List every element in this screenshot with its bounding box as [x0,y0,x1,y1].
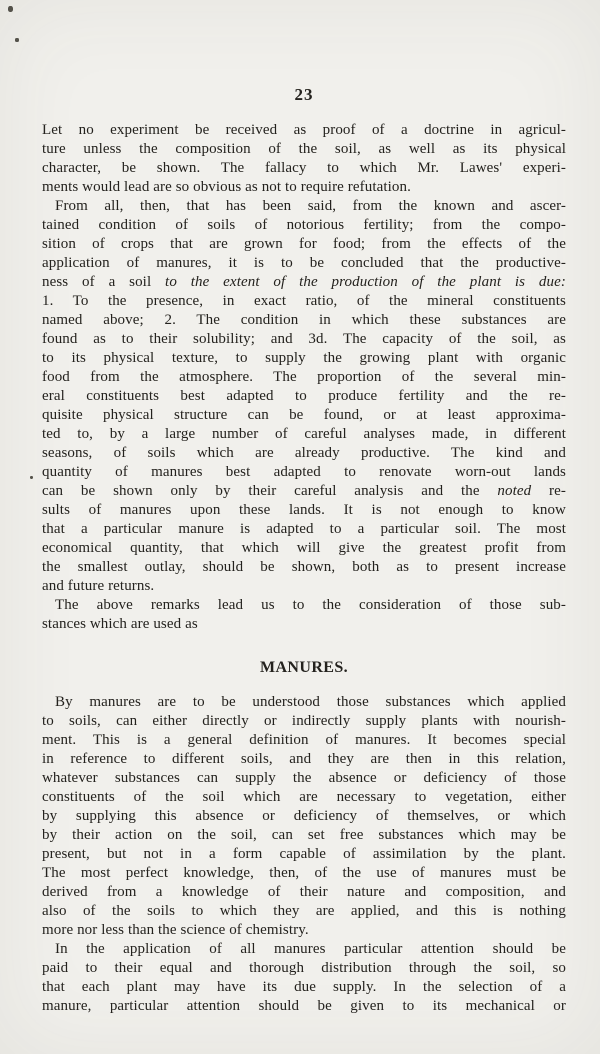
text-line [42,731,566,750]
body-text: In the application of all manures particular attention should be [55,941,566,957]
text-line [42,596,566,615]
body-text: that each plant may have its due supply. In the selection of a [42,979,566,995]
text-line [42,693,566,712]
body-text: Let no experiment be received as proof of a doctrine in agricul- [42,122,566,138]
scan-speck [30,476,33,479]
body-text: to soils, can either directly or indirectly supply plants with nourish- [42,713,566,729]
text-line [42,750,566,769]
text-line [42,254,566,273]
text-line [42,368,566,387]
body-text: application of manures, it is to be concluded that the productive- [42,255,566,271]
body-text: food from the atmosphere. The proportion of the several min- [42,369,566,385]
paragraph [42,197,566,596]
body-text: re- [531,483,566,499]
body-text: ment. This is a general definition of manures. It becomes special [42,732,566,748]
text-line [42,959,566,978]
text-line [42,121,566,140]
body-text: ture unless the composition of the soil, as well as its physical [42,141,566,157]
body-text: constituents of the soil which are necessary to vegetation, either [42,789,566,805]
section-heading: MANURES. [259,659,349,676]
paragraph [42,693,566,940]
body-text: ments would lead are so obvious as not to require refutation. [42,179,411,195]
text-line [42,997,566,1016]
body-text: also of the soils to which they are applied, and this is nothing [42,903,566,919]
body-text: ted to, by a large number of careful analyses made, in different [42,426,566,442]
text-line [42,349,566,368]
body-text: The above remarks lead us to the consideration of those sub- [55,597,566,613]
text-line [42,615,566,634]
body-text: that a particular manure is adapted to a particular soil. The most [42,521,566,537]
text-line [42,216,566,235]
text-line [42,235,566,254]
body-text: present, but not in a form capable of assimilation by the plant. [42,846,566,862]
body-text: eral constituents best adapted to produce fertility and the re- [42,388,566,404]
text-line [42,197,566,216]
text-line [42,807,566,826]
body-text: quisite physical structure can be found, or at least approxima- [42,407,566,423]
text-line [42,482,566,501]
text-line [42,788,566,807]
body-text: sults of manures upon these lands. It is not enough to know [42,502,566,518]
page-content [42,121,566,1016]
text-line [42,940,566,959]
body-text: whatever substances can supply the absence or deficiency of those [42,770,566,786]
text-line [42,463,566,482]
text-line [42,577,566,596]
paragraph [42,940,566,1016]
text-line [42,978,566,997]
body-text: The most perfect knowledge, then, of the use of manures must be [42,865,566,881]
paragraph [42,121,566,197]
text-line [42,273,566,292]
body-text: From all, then, that has been said, from the known and ascer- [55,198,566,214]
text-line [42,539,566,558]
body-text: seasons, of soils which are already productive. The kind and [42,445,566,461]
body-text: character, be shown. The fallacy to which Mr. Lawes' experi- [42,160,566,176]
text-line [42,311,566,330]
text-line [42,292,566,311]
body-text: by their action on the soil, can set free substances which may be [42,827,566,843]
text-line [42,330,566,349]
text-line [42,902,566,921]
text-line [42,178,566,197]
page-number: 23 [294,85,314,104]
italic-text: to the extent of the production of the plant is due: [165,274,566,290]
body-text: can be shown only by their careful analysis and the [42,483,498,499]
text-line [42,425,566,444]
body-text: the smallest outlay, should be shown, both as to present increase [42,559,566,575]
paragraph [42,596,566,634]
body-text: in reference to different soils, and they are then in this relation, [42,751,566,767]
scan-speck [8,6,13,12]
body-text: 1. To the presence, in exact ratio, of the mineral constituents [42,293,566,309]
body-text: found as to their solubility; and 3d. The capacity of the soil, as [42,331,566,347]
text-line [42,444,566,463]
scan-speck [15,38,19,42]
text-line [42,769,566,788]
body-text: named above; 2. The condition in which these substances are [42,312,566,328]
body-text: manure, particular attention should be given to its mechanical or [42,998,566,1014]
text-line [42,558,566,577]
body-text: and future returns. [42,578,155,594]
body-text: ness of a soil [42,274,166,290]
body-text: derived from a knowledge of their nature and composition, and [42,884,566,900]
body-text: By manures are to be understood those substances which applied [55,694,566,710]
text-line [42,845,566,864]
text-line [42,864,566,883]
italic-text: noted [497,483,532,499]
text-line [42,826,566,845]
body-text: tained condition of soils of notorious fertility; from the compo- [42,217,566,233]
text-line [42,921,566,940]
body-text: economical quantity, that which will give the greatest profit from [42,540,566,556]
text-line [42,159,566,178]
text-line [42,712,566,731]
body-text: stances which are used as [42,616,198,632]
text-line [42,520,566,539]
text-line [42,883,566,902]
text-line [42,140,566,159]
body-text: sition of crops that are grown for food; from the effects of the [42,236,566,252]
body-text: quantity of manures best adapted to renovate worn-out lands [42,464,566,480]
body-text: paid to their equal and thorough distribution through the soil, so [42,960,566,976]
text-line [42,406,566,425]
body-text: to its physical texture, to supply the growing plant with organic [42,350,566,366]
text-line [42,387,566,406]
text-line [42,501,566,520]
body-text: by supplying this absence or deficiency of themselves, or which [42,808,566,824]
body-text: more nor less than the science of chemistry. [42,922,309,938]
